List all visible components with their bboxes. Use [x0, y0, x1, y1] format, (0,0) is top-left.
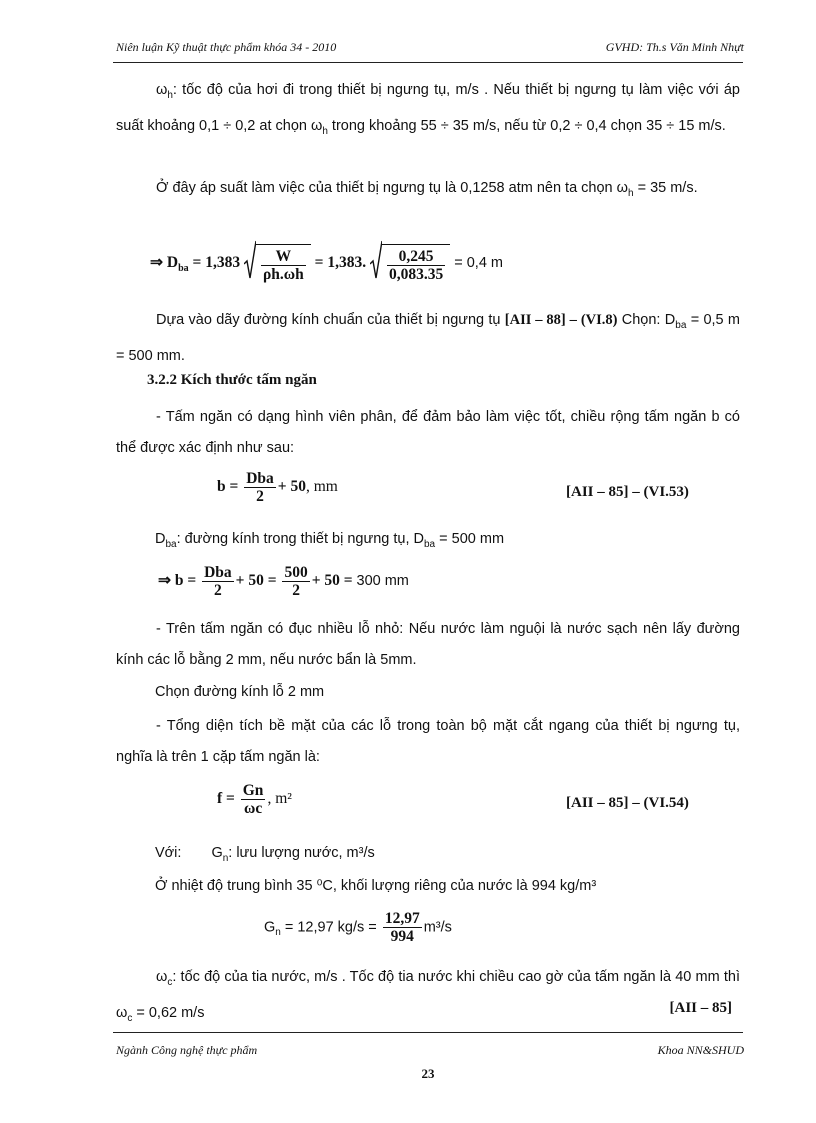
header-left: Niên luận Kỹ thuật thực phẩm khóa 34 - 2010: [116, 40, 337, 54]
paragraph-total-area: - Tổng diện tích bề mặt của các lỗ trong toàn bộ mặt cắt ngang của thiết bị ngưng tụ, nghĩa là trên 1 cặp tấm ngăn là:: [116, 718, 740, 765]
equation-f: f = $\frac{Gn}{\omega c}$ , m²: [217, 782, 292, 817]
paragraph-with: Với: $G_n$: lưu lượng nước, m³/s: [155, 845, 375, 864]
equation-b-result: ⇒ b = $\frac{\text{Dba}}{2}$ + 50 = $\frac{500}{2}$ + 50 = 300 mm: [158, 564, 409, 599]
paragraph-omega-c: $\omega_c$: tốc độ của tia nước, m/s . Tốc độ tia nước khi chiều cao gờ của tấm ngăn là 40 mm thì $\omega_c = 0,62$ m/s: [116, 969, 740, 1024]
footer-divider: [113, 1032, 743, 1033]
page-number: 23: [421, 1066, 435, 1081]
header-right: GVHD: Th.s Văn Minh Nhựt: [605, 40, 744, 54]
paragraph-hole-choice: Chọn đường kính lỗ 2 mm: [155, 684, 325, 700]
paragraph-plate-shape: - Tấm ngăn có dạng hình viên phân, để đảm bảo làm việc tốt, chiều rộng tấm ngăn b có thể được xác định như sau:: [116, 409, 740, 456]
reference-aii85: [AII – 85]: [669, 1000, 732, 1016]
sqrt-2: $\frac{0,245}{0,083.35}$: [370, 244, 450, 283]
paragraph-pressure: Ở đây áp suất làm việc của thiết bị ngưng tụ là 0,1258 atm nên ta chọn $\omega_h = 35$ m/s.: [156, 180, 698, 199]
paragraph-omega-h: $\omega_h$: tốc độ của hơi đi trong thiết bị ngưng tụ, m/s . Nếu thiết bị ngưng tụ làm việc với áp suất khoảng 0,1 ÷ 0,2 at chọn $\omega_h$ trong khoảng 55 ÷ 35 m/s, nếu từ 0,2 ÷ 0,4 chọn 35 ÷ 15 m/s.: [116, 82, 740, 137]
section-title: 3.2.2 Kích thước tấm ngăn: [147, 372, 317, 388]
paragraph-standard-diameter: Dựa vào dãy đường kính chuẩn của thiết bị ngưng tụ [AII – 88] – (VI.8) Chọn: $D_{ba} = 0,5$ m = 500 mm.: [116, 312, 741, 364]
paragraph-temperature: Ở nhiệt độ trung bình 35 ⁰C, khối lượng riêng của nước là 994 kg/m³: [155, 878, 597, 894]
equation-gn: $G_n = 12,97$ kg/s = $\frac{12,97}{994}$ m³/s: [264, 910, 452, 945]
equation-b: b = $\frac{\text{Dba}}{2}$ + 50, mm: [217, 470, 338, 505]
footer-right: Khoa NN&SHUD: [657, 1043, 744, 1057]
radical-sign: [370, 240, 382, 280]
symbol-omega: ω: [156, 82, 168, 98]
equation-diameter: ⇒ $D_{ba} = 1,383$ $\frac{W}{\rho h.\omega h}$ = 1,383. $\frac{0,245}{0,083.35}$ = 0,4 m: [150, 244, 503, 283]
sqrt-1: $\frac{W}{\rho h.\omega h}$: [244, 244, 311, 283]
radical-sign: [244, 240, 256, 280]
header-divider: [113, 62, 743, 63]
paragraph-holes: - Trên tấm ngăn có đục nhiều lỗ nhỏ: Nếu nước làm nguội là nước sạch nên lấy đường kính các lỗ bằng 2 mm, nếu nước bẩn là 5mm.: [116, 621, 740, 668]
reference-vi53: [AII – 85] – (VI.53): [566, 484, 689, 500]
paragraph-dba: $D_{ba}$: đường kính trong thiết bị ngưng tụ, $D_{ba} = 500$ mm: [155, 531, 505, 550]
reference-vi54: [AII – 85] – (VI.54): [566, 795, 689, 811]
footer-left: Ngành Công nghệ thực phẩm: [116, 1043, 258, 1057]
